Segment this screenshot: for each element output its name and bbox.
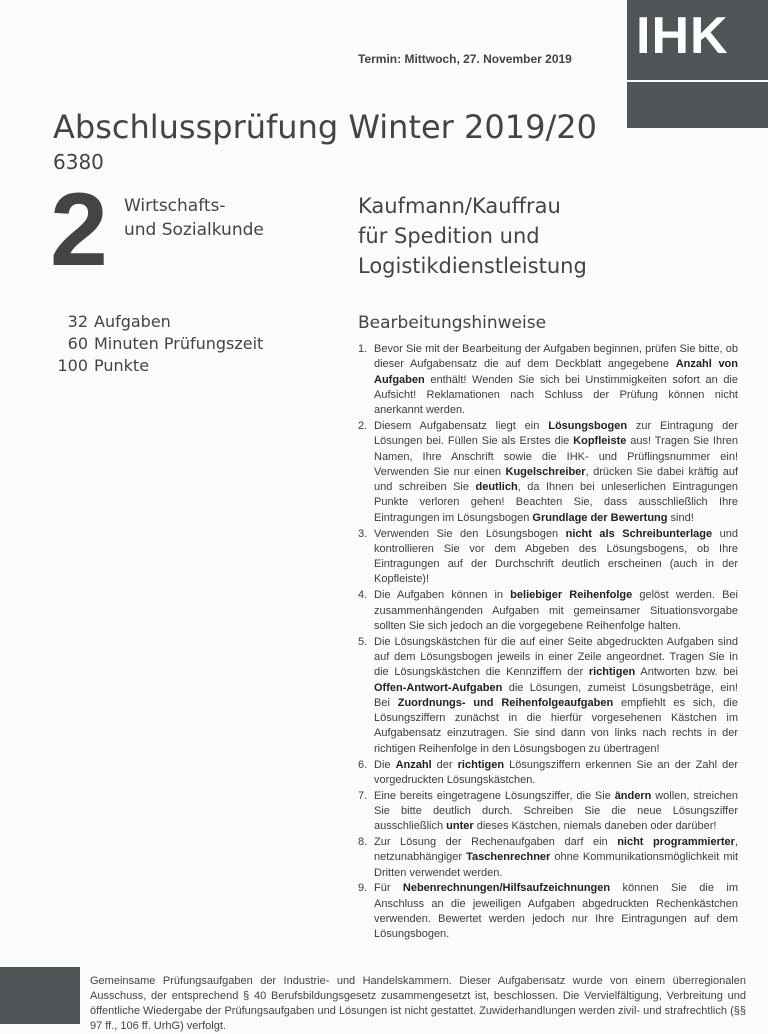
instruction-text: , drücken Sie dabei kräftig auf und schreiben Sie <box>374 465 739 494</box>
stat-value: 32 <box>67 312 88 331</box>
instruction-number: 5. <box>358 635 368 648</box>
instruction-text: und kontrollieren Sie vor dem Abgeben des Lösungsbogens, ob Ihre Eintragungen auf der Durchschrift deutlich erscheinen (auch in der Kopfleiste)! <box>374 527 738 586</box>
logo-divider <box>627 80 768 82</box>
instruction-emphasis: richtigen <box>457 758 505 771</box>
instruction-item <box>358 419 738 526</box>
subject-line: Wirtschafts- <box>124 196 226 216</box>
instruction-item <box>358 588 738 634</box>
instruction-number: 4. <box>358 589 368 602</box>
instructions-heading: Bearbeitungshinweise <box>358 313 547 333</box>
instruction-text: Bevor Sie mit der Bearbeitung der Aufgaben beginnen, prüfen Sie bitte, ob dieser Aufgabensatz die auf dem Deckblatt angegebene <box>374 343 738 371</box>
instruction-item <box>358 342 738 418</box>
instruction-emphasis: Anzahl von Aufgaben <box>374 358 739 386</box>
exam-code: 6380 <box>53 150 104 174</box>
instruction-text: , da Ihnen bei unleserlichen Eintragungen Punkte verloren gehen! Beachten Sie, dass ausschließlich Ihre Eintragungen im Lösungsbogen <box>374 481 738 524</box>
instruction-emphasis: Taschenrechner <box>466 851 551 864</box>
instruction-text: aus! Tragen Sie Ihren Namen, Ihre Anschrift sowie die IHK- und Prüflingsnummer ein! Verwenden Sie nur einen <box>374 435 738 478</box>
instruction-text: Die <box>374 758 396 771</box>
subject-line: und Sozialkunde <box>124 220 264 240</box>
instruction-text: können Sie die im Anschluss an die jeweiligen Aufgaben abgedruckten Rechenkästchen verwenden. Bewertet werden jedoch nur Ihre Eintragungen auf dem Lösungsbogen. <box>374 882 738 941</box>
stat-label: Punkte <box>94 356 150 375</box>
instruction-text: empfiehlt es sich, die Lösungsziffern zunächst in die hierfür vorgesehenen Kästchen im Aufgabensatz einzutragen. Sie sind dann von links nach rechts in der richtigen Reihenfolge in den Lösungsbogen zu übertragen! <box>374 696 738 755</box>
instruction-emphasis: nicht als Schreibunterlage <box>565 527 713 540</box>
instruction-emphasis: deutlich <box>475 481 518 494</box>
profession-line: für Spedition und <box>358 224 540 248</box>
instruction-text: , netzunabhängiger <box>374 836 738 864</box>
instruction-text: zur Eintragung der Lösungen bei. Füllen Sie als Erstes die <box>374 419 738 448</box>
instruction-text: Eine bereits eingetragene Lösungsziffer, die Sie <box>374 789 615 802</box>
instruction-text: sind! <box>667 511 694 524</box>
exam-stats <box>50 311 263 377</box>
profession-line: Kaufmann/Kauffrau <box>358 194 561 218</box>
instruction-text: Verwenden Sie den Lösungsbogen <box>374 527 566 540</box>
instruction-item <box>358 527 738 588</box>
instruction-text: ohne Kommunikationsmöglichkeit mit Dritten verwendet werden. <box>374 851 738 879</box>
instructions-list <box>358 342 738 943</box>
stat-row <box>50 333 263 355</box>
instruction-emphasis: nicht programmierter <box>617 836 735 848</box>
instruction-text: Antworten bzw. bei <box>635 666 738 679</box>
instruction-text: wollen, streichen Sie bitte deutlich durch. Schreiben Sie die neue Lösungsziffer ausschließlich <box>374 789 738 833</box>
instruction-text: Zur Lösung der Rechenaufgaben darf ein <box>374 836 618 848</box>
instruction-emphasis: beliebiger Reihenfolge <box>510 589 633 602</box>
stat-label: Minuten Prüfungszeit <box>94 334 264 353</box>
subject-name <box>124 194 264 242</box>
instruction-text: Für <box>374 882 403 895</box>
instruction-emphasis: Lösungsbogen <box>548 419 628 432</box>
instruction-text: Die Lösungskästchen für die auf einer Seite abgedruckten Aufgaben sind auf dem Lösungsbogen jeweils in einer Zeile angeordnet. Tragen Sie in die Lösungskästchen die Kennziffern der <box>374 635 738 679</box>
copyright-notice: Gemeinsame Prüfungsaufgaben der Industrie- und Handelskammern. Dieser Aufgabensatz wurde von einem überregionalen Ausschuss, der entsprechend § 40 Berufsbildungsgesetz zusammengesetzt ist, beschlossen. Die Vervielfältigung, Verbreitung und öffentliche Wiedergabe der Prüfungsaufgaben und Lösungen ist nicht gestattet. Zuwiderhandlungen werden zivil- und strafrechtlich (§§ 97 ff., 106 ff. UrhG) verfolgt. <box>90 975 746 1032</box>
exam-date: Termin: Mittwoch, 27. November 2019 <box>358 52 572 66</box>
instruction-emphasis: Nebenrechnungen/Hilfsaufzeichnungen <box>402 882 611 895</box>
instruction-emphasis: ändern <box>614 789 652 802</box>
instruction-text: Diesem Aufgabensatz liegt ein <box>374 419 549 432</box>
instruction-number: 3. <box>358 527 368 540</box>
stat-row <box>50 355 263 377</box>
instruction-number: 6. <box>358 758 368 771</box>
instruction-text: Lösungsziffern erkennen Sie an der Zahl der vorgedruckten Lösungskästchen. <box>374 758 739 786</box>
instruction-text: der <box>431 758 458 771</box>
stat-value: 100 <box>57 356 88 375</box>
instruction-item <box>358 789 738 835</box>
instruction-text: die Lösungen, zumeist Lösungsbeträge, ein! Bei <box>374 681 738 709</box>
stat-label: Aufgaben <box>94 312 171 331</box>
instruction-number: 1. <box>358 343 368 355</box>
instruction-item <box>358 635 738 757</box>
instruction-text: enthält! Wenden Sie sich bei Unstimmigkeiten sofort an die Aufsicht! Reklamationen nach Schluss der Prüfung können nicht anerkannt werden. <box>374 373 738 417</box>
instruction-emphasis: Kugelschreiber <box>505 465 586 478</box>
profession-title <box>358 191 587 281</box>
stat-value: 60 <box>67 334 88 353</box>
instruction-number: 9. <box>358 882 368 895</box>
instruction-emphasis: Grundlage der Bewertung <box>532 511 668 524</box>
instruction-text: Die Aufgaben können in <box>374 589 511 602</box>
instruction-text: gelöst werden. Bei zusammenhängenden Aufgaben mit gemeinsamer Situationsvorgabe sollten Sie sich jedoch an die vorgegebene Reihenfolge halten. <box>374 589 738 632</box>
stat-row <box>50 311 263 333</box>
instruction-number: 7. <box>358 789 368 802</box>
part-number: 2 <box>50 172 108 288</box>
instruction-item <box>358 881 738 942</box>
instruction-emphasis: unter <box>446 820 474 833</box>
instruction-emphasis: Offen-Antwort-Aufgaben <box>374 681 503 694</box>
instruction-item <box>358 758 738 789</box>
instruction-item <box>358 835 738 881</box>
instruction-number: 8. <box>358 836 368 848</box>
profession-line: Logistikdienstleistung <box>358 254 587 278</box>
instruction-number: 2. <box>358 419 368 432</box>
instruction-emphasis: Kopfleiste <box>573 435 627 448</box>
instruction-emphasis: Anzahl <box>395 758 432 771</box>
footer-accent-box <box>0 967 80 1024</box>
ihk-logo: IHK <box>636 7 729 65</box>
instruction-emphasis: richtigen <box>588 666 636 679</box>
instruction-emphasis: Zuordnungs- und Reihenfolgeaufgaben <box>397 696 614 709</box>
page-title: Abschlussprüfung Winter 2019/20 <box>53 108 597 146</box>
instruction-text: dieses Kästchen, niemals daneben oder darüber! <box>473 820 717 833</box>
